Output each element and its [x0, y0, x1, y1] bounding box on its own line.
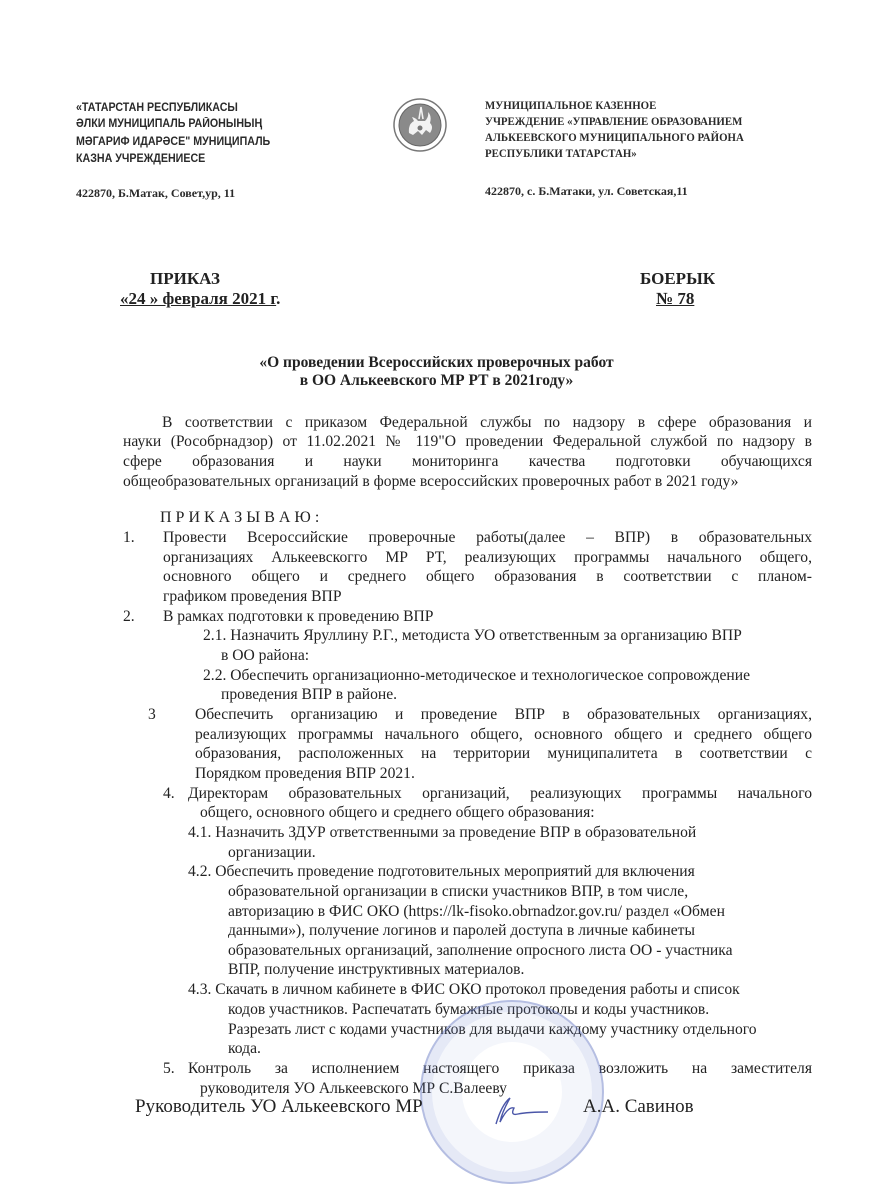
document-title-line: «О проведении Всероссийских проверочных работ [259, 354, 614, 371]
header-left-line: «ТАТАРСТАН РЕСПУБЛИКАСЫ [76, 101, 238, 114]
item-line: В рамках подготовки к проведению ВПР [163, 608, 434, 625]
official-stamp-icon [420, 1000, 604, 1184]
header-right-line: УЧРЕЖДЕНИЕ «УПРАВЛЕНИЕ ОБРАЗОВАНИЕМ [485, 114, 743, 128]
preamble-line: общеобразовательных организаций в форме всероссийских проверочных работ в 2021 году» [123, 473, 739, 490]
signature-position: Руководитель УО Алькеевского МР [135, 1096, 423, 1117]
handwritten-signature-icon [488, 1094, 558, 1128]
item-line: основного общего и среднего общего образования в соответствии с планом- [163, 568, 812, 585]
header-right-address: 422870, с. Б.Матаки, ул. Советская,11 [485, 184, 688, 198]
item-line: реализующих программы начального общего, основного общего и среднего общего [195, 726, 812, 743]
item-line: образования, расположенных на территории муниципалитета в соответствии с [195, 745, 812, 762]
subitem-line: в ОО района: [221, 647, 310, 664]
subitem-line: 2.2. Обеспечить организационно-методическое и технологическое сопровождение [203, 667, 750, 684]
item-line: общего, основного общего и среднего общего образования: [200, 804, 595, 821]
item-line: руководителя УО Алькеевского МР С.Валееву [200, 1080, 507, 1097]
signature-name: А.А. Савинов [583, 1096, 694, 1117]
emblem-icon [392, 97, 448, 153]
subitem-line: 4.1. Назначить ЗДУР ответственными за проведение ВПР в образовательной [188, 824, 697, 841]
item-number: 3 [148, 706, 156, 723]
item-number: 1. [123, 529, 135, 546]
header-left-line: ӘЛКИ МУНИЦИПАЛЬ РАЙОНЫНЫҢ [76, 117, 263, 130]
preamble-line: науки (Рособрнадзор) от 11.02.2021 № 119"О проведении Федеральной службой по надзору в [123, 433, 812, 450]
header-right-line: РЕСПУБЛИКИ ТАТАРСТАН» [485, 146, 637, 160]
subitem-line: образовательной организации в списки участников ВПР, в том числе, [228, 883, 689, 900]
subitem-line: 2.1. Назначить Яруллину Р.Г., методиста УО ответственным за организацию ВПР [203, 627, 742, 644]
preamble-line: В соответствии с приказом Федеральной службы по надзору в сфере образования и [162, 414, 812, 431]
item-line: Контроль за исполнением настоящего приказа возложить на заместителя [188, 1060, 812, 1077]
item-line: Обеспечить организацию и проведение ВПР в образовательных организациях, [195, 706, 812, 723]
preamble-line: сфере образования и науки мониторинга качества подготовки обучающихся [123, 453, 812, 470]
item-number: 4. [163, 785, 175, 802]
order-label-ru: ПРИКАЗ [150, 269, 220, 288]
subitem-line: образовательных организаций, заполнение опросного листа ОО - участника [228, 942, 733, 959]
header-right-line: АЛЬКЕЕВСКОГО МУНИЦИПАЛЬНОГО РАЙОНА [485, 130, 744, 144]
header-left-address: 422870, Б.Матак, Совет,ур, 11 [76, 186, 236, 200]
item-line: графиком проведения ВПР [163, 588, 342, 605]
item-number: 5. [163, 1060, 175, 1077]
order-word: П Р И К А З Ы В А Ю : [160, 509, 320, 526]
document-title-line: в ОО Алькеевского МР РТ в 2021году» [299, 372, 574, 389]
header-right-line: МУНИЦИПАЛЬНОЕ КАЗЕННОЕ [485, 98, 657, 112]
subitem-line: кода. [228, 1040, 261, 1057]
subitem-line: 4.2. Обеспечить проведение подготовительных мероприятий для включения [188, 863, 695, 880]
subitem-line: кодов участников. Распечатать бумажные протоколы и коды участников. [228, 1001, 710, 1018]
subitem-line: данными»), получение логинов и паролей доступа в личные кабинеты [228, 922, 695, 939]
order-date-suffix: . [276, 289, 281, 308]
subitem-line: 4.3. Скачать в личном кабинете в ФИС ОКО протокол проведения работы и список [188, 981, 740, 998]
item-line: Директорам образовательных организаций, реализующих программы начального [188, 785, 812, 802]
order-number: № 78 [656, 289, 695, 308]
header-left-line: МӘГАРИФ ИДАРӘСЕ" МУНИЦИПАЛЬ [76, 135, 271, 148]
item-line: организациях Алькеевскогго МР РТ, реализующих программы начального общего, [163, 549, 812, 566]
subitem-line: проведения ВПР в районе. [221, 686, 398, 703]
subitem-line: организации. [228, 844, 316, 861]
subitem-line: Разрезать лист с кодами участников для выдачи каждому участнику отдельного [228, 1021, 757, 1038]
subitem-line: ВПР, получение инструктивных материалов. [228, 961, 525, 978]
header-left-line: КАЗНА УЧРЕЖДЕНИЕСЕ [76, 152, 206, 165]
item-line: Порядком проведения ВПР 2021. [195, 765, 415, 782]
order-date-text: «24 » февраля 2021 г [120, 289, 277, 308]
item-number: 2. [123, 608, 135, 625]
order-label-tt: БОЕРЫК [640, 269, 716, 288]
item-line: Провести Всероссийские проверочные работы(далее – ВПР) в образовательных [163, 529, 812, 546]
order-date [120, 289, 280, 309]
subitem-line: авторизацию в ФИС ОКО (https://lk-fisoko.obrnadzor.gov.ru/ раздел «Обмен [228, 903, 725, 920]
